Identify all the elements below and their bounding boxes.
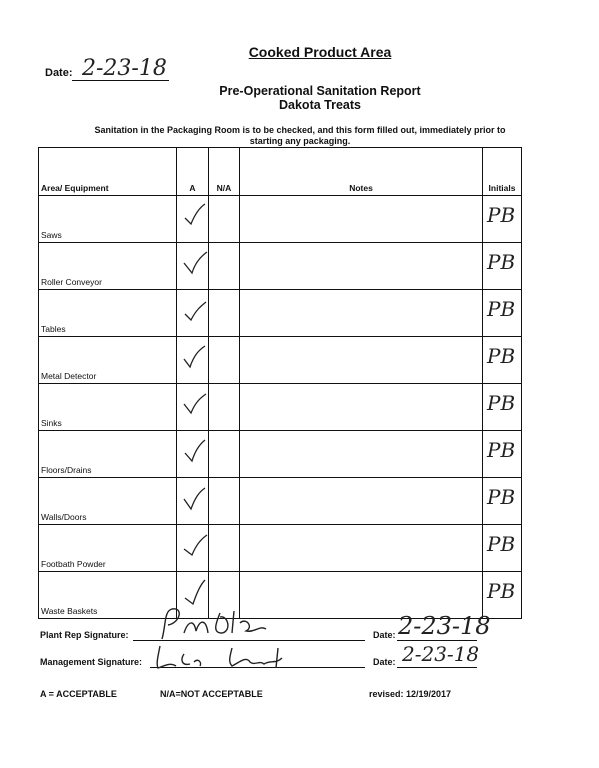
- not-acceptable-cell: [209, 290, 240, 337]
- not-acceptable-cell: [209, 337, 240, 384]
- check-mark-icon: [183, 296, 209, 324]
- check-mark-icon: [183, 202, 209, 230]
- table-header-row: [39, 148, 522, 196]
- plant-rep-signature: [150, 603, 270, 643]
- initials-cell: [483, 478, 522, 525]
- initials-handwritten: PB: [487, 297, 516, 321]
- management-label: Management Signature:: [40, 657, 143, 667]
- form-title: Cooked Product Area: [248, 44, 392, 60]
- col-initials: Initials: [483, 148, 522, 196]
- management-signature: [150, 640, 300, 672]
- legend-acceptable: A = ACCEPTABLE: [40, 689, 117, 699]
- initials-handwritten: PB: [487, 485, 516, 509]
- date-value: 2-23-18: [82, 56, 167, 81]
- report-title: Pre-Operational Sanitation Report: [219, 84, 421, 98]
- area-label: Walls/Doors: [39, 478, 177, 525]
- check-mark-icon: [183, 390, 209, 418]
- area-label: Roller Conveyor: [39, 243, 177, 290]
- acceptable-cell: [177, 431, 209, 478]
- plant-rep-date-label: Date:: [373, 630, 396, 640]
- check-mark-icon: [183, 343, 209, 371]
- notes-cell: [240, 431, 483, 478]
- col-a: A: [177, 148, 209, 196]
- area-label: Waste Baskets: [39, 572, 177, 619]
- notes-cell: [240, 243, 483, 290]
- table-row: [39, 243, 522, 290]
- sanitation-table: [38, 147, 522, 619]
- area-label: Saws: [39, 196, 177, 243]
- acceptable-cell: [177, 290, 209, 337]
- initials-cell: [483, 525, 522, 572]
- initials-handwritten: PB: [487, 438, 516, 462]
- table-row: [39, 525, 522, 572]
- notes-cell: [240, 478, 483, 525]
- initials-cell: [483, 196, 522, 243]
- notes-cell: [240, 337, 483, 384]
- col-na: N/A: [209, 148, 240, 196]
- acceptable-cell: [177, 525, 209, 572]
- area-label: Footbath Powder: [39, 525, 177, 572]
- col-notes: Notes: [240, 148, 483, 196]
- area-label: Sinks: [39, 384, 177, 431]
- initials-cell: [483, 243, 522, 290]
- col-area: Area/ Equipment: [39, 148, 177, 196]
- initials-handwritten: PB: [487, 579, 516, 603]
- not-acceptable-cell: [209, 431, 240, 478]
- notes-cell: [240, 384, 483, 431]
- initials-handwritten: PB: [487, 250, 516, 274]
- table-row: [39, 431, 522, 478]
- initials-cell: [483, 431, 522, 478]
- revised-date: revised: 12/19/2017: [369, 689, 452, 699]
- company-name: Dakota Treats: [279, 98, 361, 112]
- not-acceptable-cell: [209, 525, 240, 572]
- check-mark-icon: [183, 531, 209, 559]
- check-mark-icon: [183, 578, 209, 606]
- table-row: [39, 290, 522, 337]
- plant-rep-label: Plant Rep Signature:: [40, 630, 129, 640]
- table-row: [39, 196, 522, 243]
- instruction-line-1: Sanitation in the Packaging Room is to be checked, and this form filled out, immediately prior to: [94, 125, 506, 135]
- check-mark-icon: [183, 484, 209, 512]
- area-label: Floors/Drains: [39, 431, 177, 478]
- not-acceptable-cell: [209, 196, 240, 243]
- notes-cell: [240, 525, 483, 572]
- table-row: [39, 384, 522, 431]
- plant-rep-date-value: 2-23-18: [398, 612, 491, 640]
- check-mark-icon: [183, 437, 209, 465]
- initials-handwritten: PB: [487, 344, 516, 368]
- acceptable-cell: [177, 384, 209, 431]
- table-row: [39, 337, 522, 384]
- management-date-value: 2-23-18: [402, 642, 480, 666]
- notes-cell: [240, 196, 483, 243]
- management-date-line: [397, 667, 477, 668]
- acceptable-cell: [177, 337, 209, 384]
- plant-rep-date-line: [397, 640, 477, 641]
- acceptable-cell: [177, 196, 209, 243]
- check-mark-icon: [183, 249, 209, 277]
- not-acceptable-cell: [209, 384, 240, 431]
- not-acceptable-cell: [209, 478, 240, 525]
- initials-cell: [483, 290, 522, 337]
- acceptable-cell: [177, 478, 209, 525]
- instruction-line-2: starting any packaging.: [249, 136, 351, 146]
- date-label: Date:: [45, 67, 73, 79]
- initials-handwritten: PB: [487, 532, 516, 556]
- legend-not-acceptable: N/A=NOT ACCEPTABLE: [160, 689, 263, 699]
- acceptable-cell: [177, 243, 209, 290]
- table-row: [39, 478, 522, 525]
- initials-handwritten: PB: [487, 391, 516, 415]
- initials-cell: [483, 384, 522, 431]
- notes-cell: [240, 290, 483, 337]
- management-date-label: Date:: [373, 657, 396, 667]
- area-label: Metal Detector: [39, 337, 177, 384]
- area-label: Tables: [39, 290, 177, 337]
- not-acceptable-cell: [209, 243, 240, 290]
- initials-handwritten: PB: [487, 203, 516, 227]
- initials-cell: [483, 337, 522, 384]
